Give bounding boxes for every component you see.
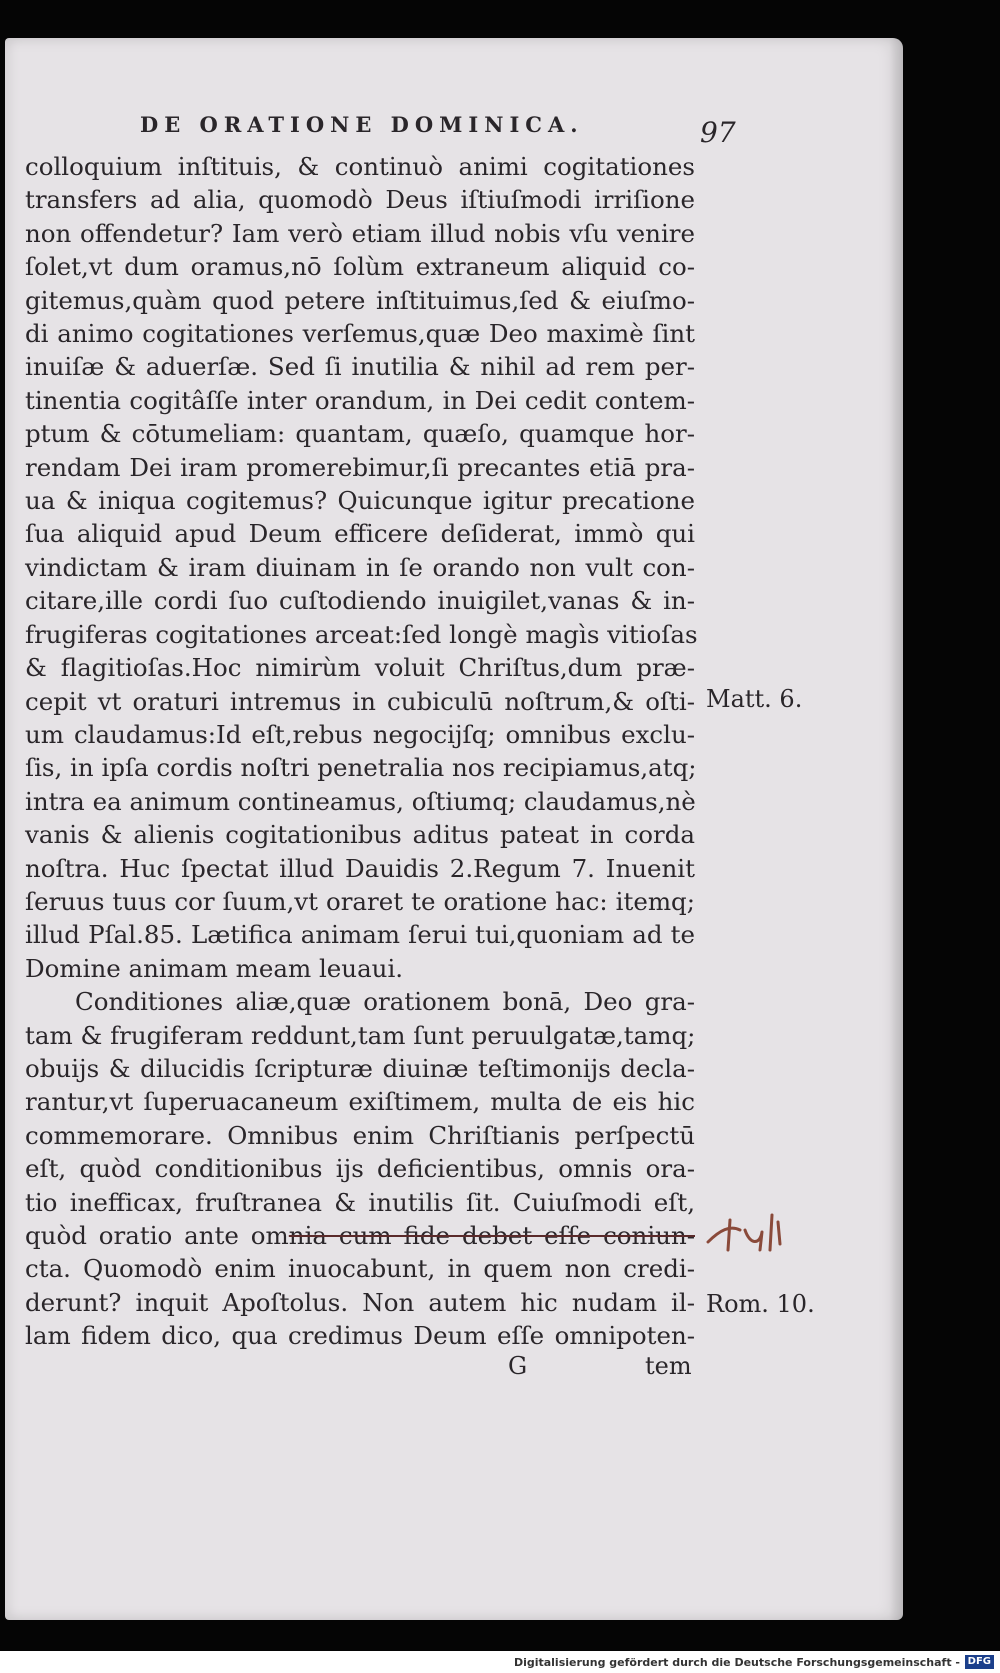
text-line: vindictam & iram diuinam in ſe orando non vult con- — [25, 552, 695, 582]
text-line: cepit vt oraturi intremus in cubiculū noſtrum,& oſti- — [25, 686, 695, 716]
text-line: derunt? inquit Apoſtolus. Non autem hic nudam il- — [25, 1287, 695, 1317]
struck-line-plain: quòd oratio ante om — [25, 1221, 289, 1250]
text-line: vanis & alienis cogitationibus aditus pateat in corda — [25, 820, 695, 850]
text-line: ſeruus tuus cor ſuum,vt oraret te oratione hac: itemq; — [25, 886, 695, 916]
text-line: non offendetur? Iam verò etiam illud nobis vſu venire — [25, 218, 695, 248]
text-line: eſt, quòd conditionibus ijs deficientibus, omnis ora- — [25, 1154, 695, 1184]
footer-credit: Digitalisierung gefördert durch die Deutsche Forschungsgemeinschaft - — [513, 1656, 960, 1669]
dfg-logo: DFG — [965, 1655, 994, 1669]
page-number: 97 — [700, 116, 736, 149]
running-head: DE ORATIONE DOMINICA. — [140, 112, 584, 137]
signature-mark: G — [508, 1352, 528, 1380]
text-line: commemorare. Omnibus enim Chriſtianis perſpectū — [25, 1120, 695, 1150]
marginal-note-rom: Rom. 10. — [706, 1290, 815, 1318]
text-line: gitemus,quàm quod petere inſtituimus,ſed & eiuſmo- — [25, 285, 695, 315]
text-line: Domine animam meam leuaui. — [25, 953, 404, 983]
text-line: rantur,vt ſuperuacaneum exiſtimem, multa de eis hic — [25, 1087, 695, 1117]
text-line: tinentia cogitâſſe inter orandum, in Dei cedit contem- — [25, 385, 695, 415]
text-line: ſua aliquid apud Deum efficere deſiderat, immò qui — [25, 519, 695, 549]
text-line: frugiferas cogitationes arceat:ſed longè magìs vitioſas — [25, 619, 698, 649]
struck-out-text: nia cum fide debet eſſe coniun- — [288, 1221, 695, 1250]
text-line: di animo cogitationes verſemus,quæ Deo maximè ſint — [25, 319, 695, 349]
text-line: um claudamus:Id eſt,rebus negocijſq; omnibus exclu- — [25, 719, 695, 749]
text-line: ſis, in ipſa cordis noſtri penetralia nos recipiamus,atq; — [25, 753, 697, 783]
text-line: tam & frugiferam reddunt,tam ſunt peruulgatæ,tamq; — [25, 1020, 696, 1050]
handwritten-annotation-icon — [700, 1200, 800, 1260]
text-line: inuiſæ & aduerſæ. Sed ſi inutilia & nihil ad rem per- — [25, 352, 695, 382]
text-line: & flagitioſas.Hoc nimirùm voluit Chriſtus,dum præ- — [25, 653, 695, 683]
text-line: lam fidem dico, qua credimus Deum eſſe omnipoten- — [25, 1321, 695, 1351]
body-text — [25, 150, 698, 1353]
text-line: tio inefficax, fruſtranea & inutilis ſit. Cuiuſmodi eſt, — [25, 1187, 695, 1217]
footer-bar — [0, 1651, 1000, 1673]
text-line: illud Pſal.85. Lætifica animam ſerui tui,quoniam ad te — [25, 920, 695, 950]
text-line: ſolet,vt dum oramus,nō ſolùm extraneum aliquid co- — [25, 252, 695, 282]
text-line: ptum & cōtumeliam: quantam, quæſo, quamque hor- — [25, 419, 695, 449]
marginal-note-matt: Matt. 6. — [706, 685, 803, 713]
text-line: ua & iniqua cogitemus? Quicunque igitur precatione — [25, 486, 695, 516]
text-line: intra ea animum contineamus, oſtiumq; claudamus,nè — [25, 786, 696, 816]
text-line-struck — [25, 1219, 695, 1252]
text-line: cta. Quomodò enim inuocabunt, in quem non credi- — [25, 1254, 695, 1284]
text-line: citare,ille cordi ſuo cuſtodiendo inuigilet,vanas & in- — [25, 586, 695, 616]
catchword: tem — [645, 1352, 692, 1380]
text-line: colloquium inſtituis, & continuò animi cogitationes — [25, 152, 695, 181]
text-line: rendam Dei iram promerebimur,ſi precantes etiā pra- — [25, 452, 695, 482]
text-line: noſtra. Huc ſpectat illud Dauidis 2.Regum 7. Inuenit — [25, 853, 695, 883]
text-line: obuijs & dilucidis ſcripturæ diuinæ teſtimonijs decla- — [25, 1053, 695, 1083]
text-line: Conditiones aliæ,quæ orationem bonā, Deo gra- — [75, 987, 695, 1017]
text-line: transfers ad alia, quomodò Deus iſtiuſmodi irriſione — [25, 185, 695, 215]
